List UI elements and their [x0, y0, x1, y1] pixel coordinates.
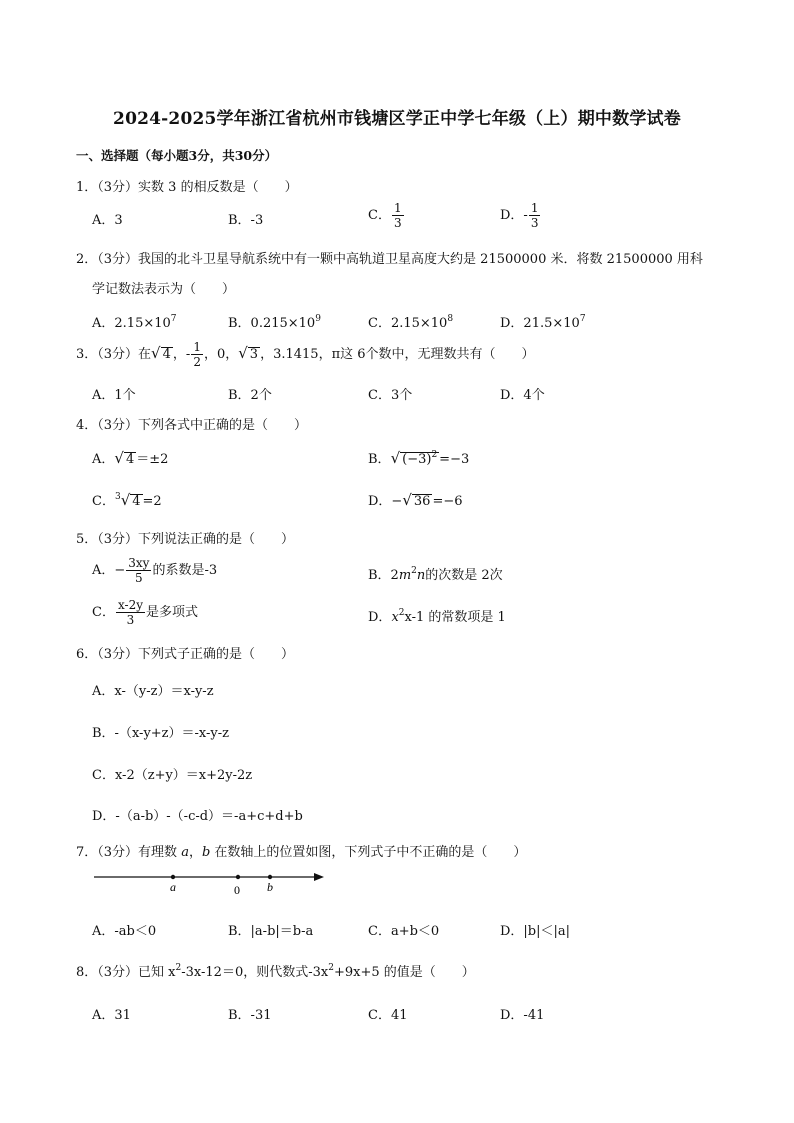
question-2-stem-cont: 学记数法表示为（ ）	[92, 282, 236, 297]
q7-option-a: A．-ab＜0	[92, 924, 157, 939]
q5-option-b: B．$2m^2n$的次数是 2次	[368, 566, 503, 583]
q3-option-c: C．3个	[368, 388, 413, 403]
q5-option-d: D．$x^2x-1$ 的常数项是 1	[368, 608, 506, 625]
q4-option-a: A．√ 4 ＝±2	[92, 449, 169, 467]
q2-option-d: D．$21.5\times 10^7$	[500, 314, 586, 331]
question-2-stem: 2．（3分）我国的北斗卫星导航系统中有一颗中高轨道卫星高度大约是 21500000 米．将数 21500000 用科	[76, 252, 703, 267]
q7-option-b: B．|a-b|＝b-a	[228, 924, 314, 939]
q5-option-a: A．− $\frac{3xy}{5}$ 的系数是-3	[92, 556, 218, 585]
axis-arrow-icon	[314, 873, 324, 881]
q6-option-a: A．x-（y-z）＝x-y-z	[92, 684, 214, 699]
q4-option-c: C．$^3$√ 4 =2	[92, 491, 162, 509]
q2-option-a: A．$2.15\times 10^7$	[92, 314, 177, 331]
number-line-figure	[92, 866, 332, 896]
question-5-stem: 5．（3分）下列说法正确的是（ ）	[76, 532, 295, 547]
q5-option-c: C． $\frac{x-2y}{3}$ 是多项式	[92, 598, 198, 627]
origin-dot	[236, 875, 240, 879]
q2-option-b: B．$0.215\times 10^9$	[228, 314, 321, 331]
question-7-stem: 7．（3分）有理数 a，b 在数轴上的位置如图，下列式子中不正确的是（ ）	[76, 845, 527, 860]
q4-option-d: D．−√ 36 =−6	[368, 491, 463, 509]
q3-option-d: D．4个	[500, 388, 545, 403]
q8-option-a: A．31	[92, 1008, 131, 1023]
origin-label: 0	[234, 883, 240, 896]
q6-option-d: D．-（a-b）-（-c-d）＝-a+c+d+b	[92, 809, 303, 824]
question-4-stem: 4．（3分）下列各式中正确的是（ ）	[76, 418, 308, 433]
point-b-dot	[268, 875, 272, 879]
page-title: 2024-2025学年浙江省杭州市钱塘区学正中学七年级（上）期中数学试卷	[113, 109, 681, 129]
question-6-stem: 6．（3分）下列式子正确的是（ ）	[76, 647, 295, 662]
point-b-label: b	[267, 880, 273, 894]
question-8-stem: 8．（3分）已知 $x^2-3x-12=0$，则代数式$-3x^2+9x+5$ 的值是（ ）	[76, 963, 475, 980]
q4-option-b: B．√ $(-3)^2 =-3$	[368, 449, 470, 467]
q1-option-c: C． $\frac{1}{3}$	[368, 201, 402, 230]
section-heading: 一、选择题（每小题3分，共30分）	[76, 148, 278, 163]
q3-option-a: A．1个	[92, 388, 136, 403]
question-3-stem: 3．（3分）在√ 4 ，- $\frac{1}{2}$ ，0，√ 3 ，3.1415，π这 6个数中，无理数共有（ ）	[76, 340, 535, 369]
q7-option-c: C．a+b＜0	[368, 924, 440, 939]
q1-option-d: D．- $\frac{1}{3}$	[500, 201, 539, 230]
point-a-dot	[171, 875, 175, 879]
q1-option-b: B．-3	[228, 213, 264, 228]
q6-option-c: C．x-2（z+y）＝x+2y-2z	[92, 768, 253, 783]
q6-option-b: B．-（x-y+z）＝-x-y-z	[92, 726, 230, 741]
q8-option-c: C．41	[368, 1008, 408, 1023]
q3-option-b: B．2个	[228, 388, 272, 403]
q8-option-b: B．-31	[228, 1008, 272, 1023]
question-1-stem: 1．（3分）实数 3 的相反数是（ ）	[76, 180, 298, 195]
q7-option-d: D．|b|＜|a|	[500, 924, 571, 939]
q2-option-c: C．$2.15\times 10^8$	[368, 314, 454, 331]
point-a-label: a	[170, 880, 176, 894]
q8-option-d: D．-41	[500, 1008, 545, 1023]
q1-option-a: A．3	[92, 213, 123, 228]
